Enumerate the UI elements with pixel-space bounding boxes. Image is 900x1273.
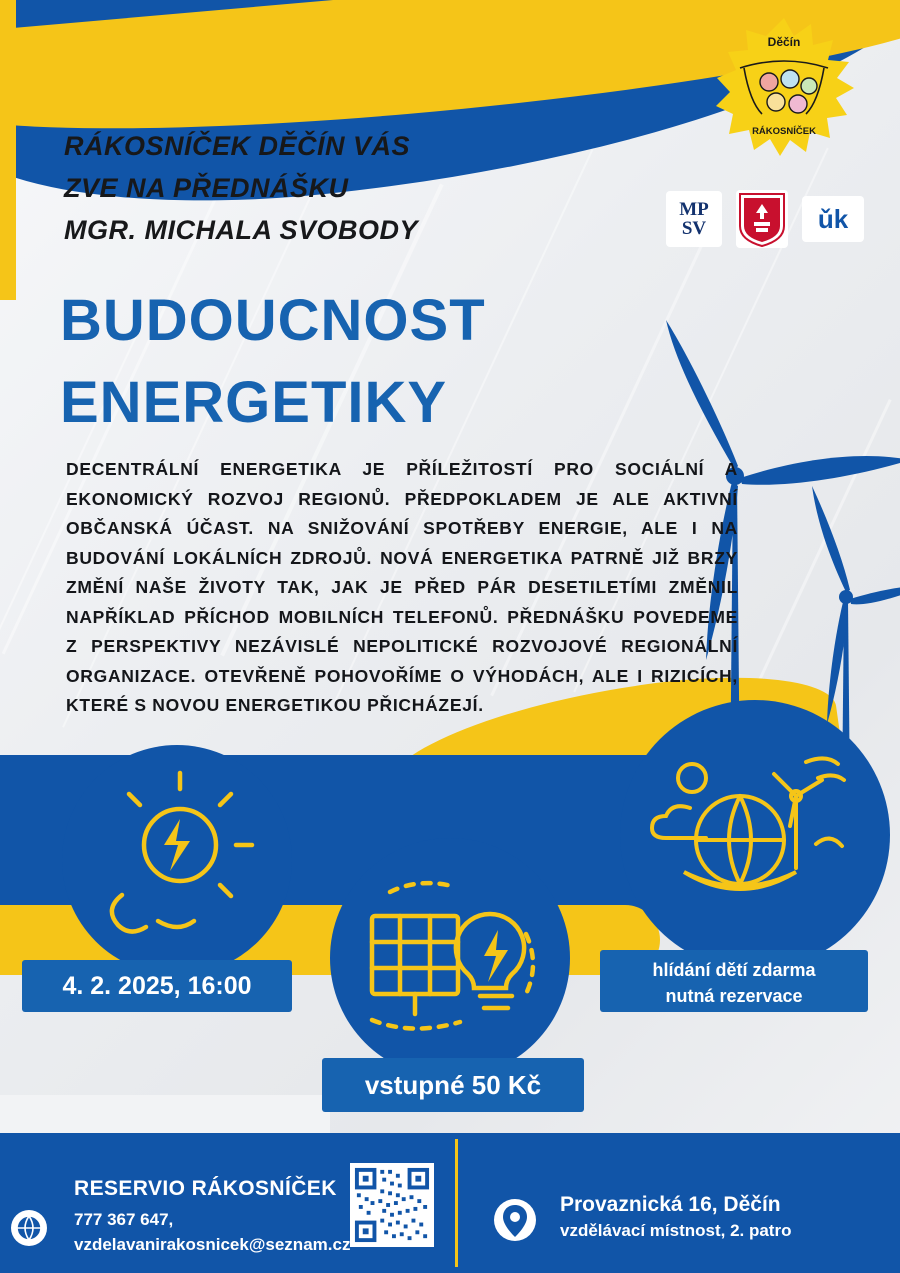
partner-logos [666,190,864,248]
childcare-line-1: hlídání dětí zdarma [652,960,816,980]
organization-name: RESERVIO RÁKOSNÍČEK [74,1177,337,1200]
invite-line-1: RÁKOSNÍČEK DĚČÍN VÁS [64,131,411,161]
green-earth-circle [620,700,890,970]
usti-region-logo [802,196,864,242]
date-badge: 4. 2. 2025, 16:00 [22,960,292,1012]
white-notch [0,1095,330,1133]
footer-divider [455,1139,458,1267]
crest-icon [736,190,788,248]
mpsv-logo [666,191,722,247]
solar-sun-circle [62,745,292,975]
solar-panel-circle [330,838,570,1078]
description-text: DECENTRÁLNÍ ENERGETIKA JE PŘÍLEŽITOSTÍ PRO SOCIÁLNÍ A EKONOMICKÝ ROZVOJ REGIONŮ. PŘEDPOKLADEM JE ALE AKTIVNÍ OBČANSKÁ ÚČAST. NA SNIŽOVÁNÍ SPOTŘEBY ENERGIE, ALE I NA BUDOVÁNÍ LOKÁLNÍCH ZDROJŮ. NOVÁ ENERGETIKA PATRNĚ JIŽ BRZY ZMĚNÍ NAŠE ŽIVOTY TAK, JAK JE PŘED PÁR DESETILETÍMI ZMĚNIL NAPŘÍKLAD PŘÍCHOD MOBILNÍCH TELEFONŮ. PŘEDNÁŠKU POVEDEME Z PERSPEKTIVY NEZÁVISLÉ NEPOLITICKÉ ROZVOJOVÉ REGIONÁLNÍ ORGANIZACE. OTEVŘENĚ POHOVOŘÍME O VÝHODÁCH, ALE I RIZICÍCH, KTERÉ S NOVOU ENERGETIKOU PŘICHÁZEJÍ. [66,459,738,715]
price-badge: vstupné 50 Kč [322,1058,584,1112]
title-line-2: ENERGETIKY [60,370,448,435]
invite-line-2: ZVE NA PŘEDNÁŠKU [64,173,349,203]
phone-number[interactable]: 777 367 647, [74,1210,174,1229]
decin-crest-logo [736,190,788,248]
svg-text:RÁKOSNÍČEK: RÁKOSNÍČEK [752,126,816,137]
solar-panel-bulb-icon [330,838,570,1078]
address-line-2: vzdělávací místnost, 2. patro [560,1221,792,1240]
svg-text:Děčín: Děčín [767,35,801,49]
childcare-badge [600,950,868,1012]
childcare-line-2: nutná rezervace [665,986,803,1006]
qr-code-image [353,1166,431,1244]
uk-label: ǔk [817,203,849,234]
left-yellow-edge [0,0,16,300]
email-address[interactable]: vzdelavanirakosnicek@seznam.cz [74,1235,351,1254]
globe-icon [10,1209,48,1247]
mpsv-line2: SV [681,218,707,239]
rakosnicek-logo-icon [714,16,854,156]
address-block [560,1191,890,1243]
mpsv-line1: MP [679,199,709,220]
earth-windmill-icon [620,700,890,970]
invite-line-3: MGR. MICHALA SVOBODY [64,215,418,245]
location-pin-icon [492,1197,538,1243]
qr-code[interactable] [350,1163,434,1247]
title-line-1: BUDOUCNOST [60,288,486,353]
page-title [60,280,700,444]
sun-energy-icon [62,745,292,975]
address-line-1: Provaznická 16, Děčín [560,1193,781,1216]
invitation-text [64,125,584,251]
